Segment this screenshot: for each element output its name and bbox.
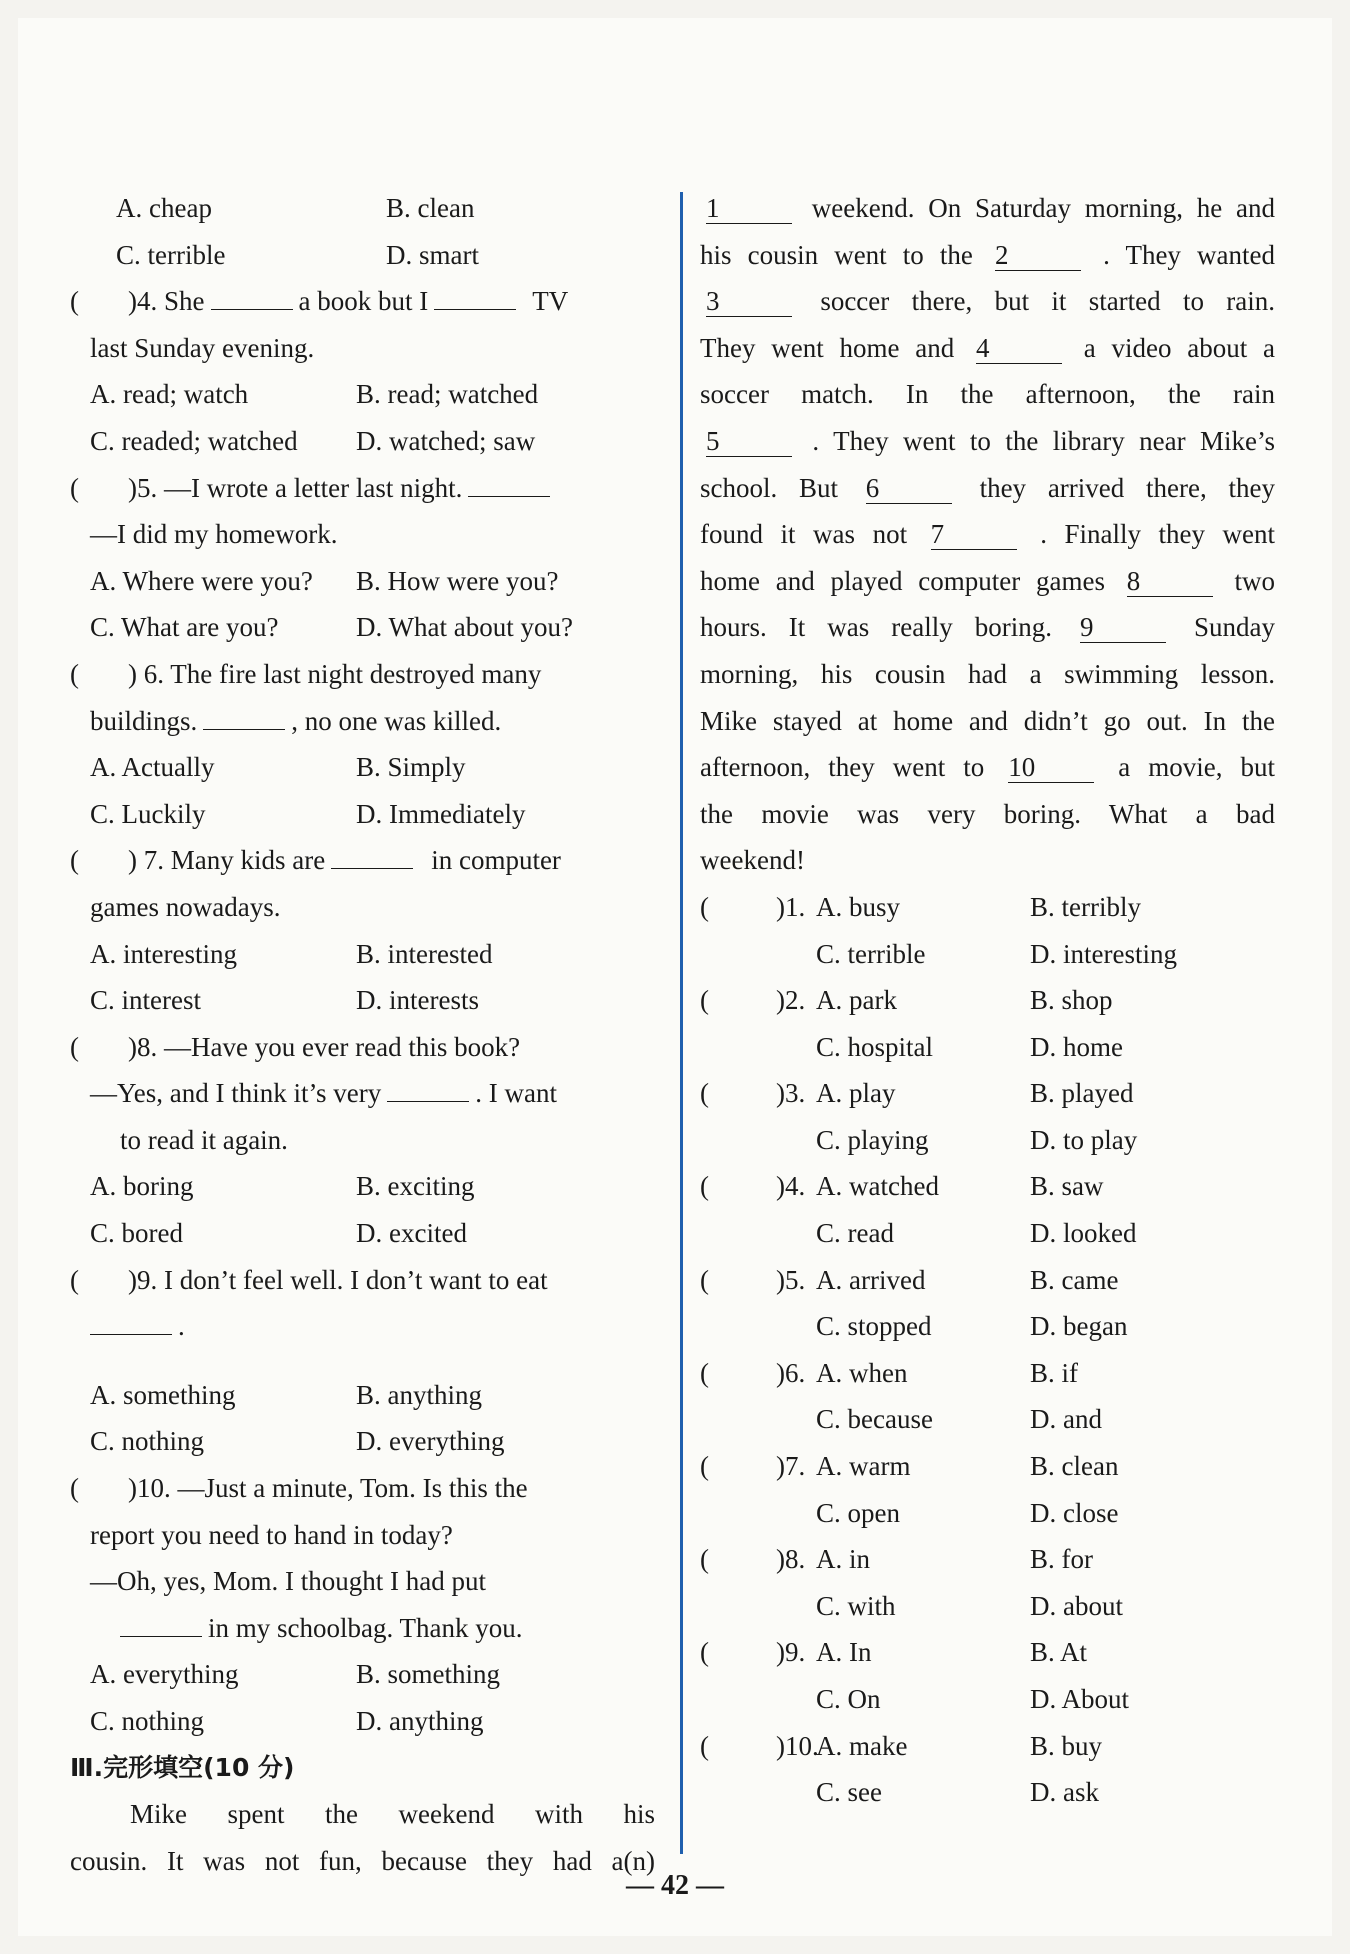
question-6 [70,651,655,698]
question-stem-line [90,1070,655,1117]
question-stem: . [178,1311,185,1342]
option: C. nothing [90,1426,205,1457]
option: D. about [1030,1590,1123,1621]
options-row [90,1651,655,1698]
passage-text: a video about a [1083,332,1275,363]
option: A. everything [90,1659,239,1690]
question-10 [70,1465,655,1512]
option: C. interest [90,985,201,1016]
page-number: — 42 — [626,1870,724,1901]
option: B. clean [386,193,475,223]
question-7 [70,837,655,884]
question-stem: . I want [475,1078,557,1109]
answer-blank[interactable] [387,1071,469,1102]
question-stem: )4. She [128,286,205,317]
q3-options-row-1 [90,185,655,232]
passage-text: school. But [700,472,839,503]
passage-line: Mike spent the weekend with his [130,1799,655,1830]
option: C. What are you? [90,612,279,643]
cloze-question [700,1070,1275,1117]
cloze-blank[interactable]: 8 [1127,566,1213,597]
passage-line [700,791,1275,838]
option: A. park [816,985,897,1016]
options-row [700,1117,1275,1164]
passage-line [700,325,1275,372]
option: C. because [816,1404,933,1435]
passage-text: Mike stayed at home and didn’t go out. In the [700,705,1275,736]
options-row [90,604,655,651]
cloze-blank[interactable]: 9 [1080,612,1166,643]
option: A. when [816,1357,908,1388]
option: D. close [1030,1497,1119,1528]
answer-blank[interactable] [120,1606,202,1637]
passage-text: afternoon, they went to [700,752,985,783]
passage-text: . Finally they went [1040,519,1276,550]
passage-line [700,371,1275,418]
option: A. make [816,1730,908,1761]
answer-paren: ( [70,1264,79,1295]
option: C. nothing [90,1706,205,1736]
cloze-blank[interactable]: 2 [995,240,1081,271]
option: A. play [816,1078,896,1109]
cloze-blank[interactable]: 5 [706,426,792,457]
option: C. hospital [816,1031,934,1062]
answer-paren: ( [70,1473,79,1504]
options-row [90,791,655,838]
question-stem: TV [532,286,569,317]
answer-paren: ( [70,658,79,689]
options-row [700,1396,1275,1443]
options-row [90,1372,655,1419]
option: D. interesting [1030,938,1177,969]
question-stem-line: to read it again. [120,1124,288,1155]
passage-line [700,558,1275,605]
answer-blank[interactable] [331,838,413,869]
answer-paren[interactable]: ( [700,985,709,1016]
option: A. in [816,1544,870,1575]
answer-paren[interactable]: ( [700,891,709,922]
option: B. How were you? [356,565,559,596]
option: B. if [1030,1357,1079,1388]
question-stem-line: last Sunday evening. [90,332,315,363]
option: D. About [1030,1684,1130,1714]
answer-paren: ( [70,472,79,503]
option: A. boring [90,1171,194,1202]
question-stem: )8. —Have you ever read this book? [128,1031,521,1062]
cloze-blank[interactable]: 6 [866,473,952,504]
question-stem: )10. —Just a minute, Tom. Is this the [128,1473,528,1504]
question-number: )1. [776,891,806,922]
option: D. Immediately [356,798,526,829]
option: B. Simply [356,752,466,783]
options-row [90,931,655,978]
passage-text: . They wanted [1103,239,1275,270]
options-row [700,1303,1275,1350]
option: D. anything [356,1706,484,1736]
passage-text: . They went to the library near Mike’s [812,425,1276,456]
options-row [90,418,655,465]
answer-blank[interactable] [468,466,550,497]
options-row [700,1490,1275,1537]
cloze-passage [700,185,1275,884]
option: C. see [816,1777,882,1808]
passage-line [700,418,1275,465]
options-row [90,371,655,418]
question-stem: )9. I don’t feel well. I don’t want to eat [128,1264,548,1295]
options-row [90,977,655,1024]
passage-line [700,232,1275,279]
options-row [90,558,655,605]
passage-text: found it was not [700,519,908,550]
options-row [700,1583,1275,1630]
option: B. for [1030,1544,1093,1575]
option: A. busy [816,891,901,922]
question-number: )4. [776,1171,806,1202]
question-stem-line [90,1303,655,1350]
option: D. smart [386,239,479,270]
passage-line [700,278,1275,325]
cloze-question [700,1163,1275,1210]
passage-line [700,651,1275,698]
options-row [700,1210,1275,1257]
option: A. Where were you? [90,565,313,596]
passage-text: soccer there, but it started to rain. [820,286,1275,317]
answer-paren[interactable]: ( [700,1171,709,1202]
option: C. readed; watched [90,425,298,456]
passage-text: Sunday [1194,612,1276,643]
question-stem: in computer [431,845,561,876]
option: D. interests [356,985,479,1016]
option: A. arrived [816,1264,926,1295]
option: D. ask [1030,1777,1099,1808]
options-row [700,1769,1275,1816]
passage-text: weekend. On Saturday morning, he and [811,193,1276,223]
question-number: )7. [776,1451,806,1482]
option: D. looked [1030,1218,1137,1249]
option: D. excited [356,1218,467,1249]
answer-paren[interactable]: ( [700,1357,709,1388]
passage-line [700,465,1275,512]
question-stem-line: —I did my homework. [90,519,338,550]
option: D. and [1030,1404,1102,1435]
answer-paren[interactable]: ( [700,1078,709,1109]
left-column [70,185,655,1884]
question-stem: ) 6. The fire last night destroyed many [128,658,542,689]
question-8 [70,1024,655,1071]
option: B. buy [1030,1730,1103,1761]
question-stem: —Yes, and I think it’s very [90,1078,382,1109]
column-divider [680,192,683,1854]
option: B. anything [356,1379,482,1410]
option: C. stopped [816,1311,932,1342]
passage-line [700,744,1275,791]
passage-text: a movie, but [1118,752,1275,783]
right-column [700,185,1275,1816]
question-number: )6. [776,1357,806,1388]
option: C. with [816,1590,896,1621]
answer-paren: ( [70,845,79,876]
option: A. cheap [116,193,212,223]
question-stem: a book but I [298,286,429,317]
question-number: )5. [776,1264,806,1295]
options-row [700,1024,1275,1071]
cloze-question [700,1257,1275,1304]
question-stem: buildings. [90,705,198,736]
answer-blank[interactable] [203,699,285,730]
passage-text: They went home and [700,332,955,363]
question-number: )10. [776,1730,819,1761]
option: A. something [90,1379,236,1410]
passage-line [700,185,1275,232]
answer-paren[interactable]: ( [700,1637,709,1668]
passage-text: home and played computer games [700,565,1105,596]
option: B. interested [356,938,493,969]
q3-options-row-2 [90,232,655,279]
option: C. Luckily [90,798,206,829]
passage-text: two [1234,565,1276,596]
answer-paren[interactable]: ( [700,1451,709,1482]
option: C. playing [816,1124,929,1155]
options-row [700,931,1275,978]
option: B. came [1030,1264,1119,1295]
option: C. open [816,1497,900,1528]
question-number: )9. [776,1637,806,1668]
option: B. exciting [356,1171,475,1202]
cloze-question [700,1443,1275,1490]
option: D. began [1030,1311,1128,1342]
cloze-blank[interactable]: 4 [976,333,1062,364]
option: A. read; watch [90,379,249,410]
passage-line [700,604,1275,651]
cloze-blank[interactable]: 3 [706,286,792,317]
question-number: )3. [776,1078,806,1109]
passage-text: they arrived there, they [979,472,1275,503]
passage-line [700,511,1275,558]
option: B. something [356,1659,501,1690]
option: C. bored [90,1218,183,1249]
cloze-blank[interactable]: 7 [931,519,1017,550]
option: C. read [816,1218,894,1249]
option: B. clean [1030,1451,1119,1482]
passage-text: his cousin went to the [700,239,973,270]
options-row [90,1163,655,1210]
question-9 [70,1257,655,1304]
passage-text: soccer match. In the afternoon, the rain [700,379,1275,410]
option: D. everything [356,1426,505,1457]
options-row [90,1210,655,1257]
option: D. What about you? [356,612,573,643]
option: C. terrible [816,938,926,969]
cloze-question [700,1536,1275,1583]
cloze-blank[interactable]: 10 [1008,752,1094,783]
question-stem: in my schoolbag. Thank you. [208,1612,523,1643]
option: B. At [1030,1637,1088,1668]
option: B. read; watched [356,379,539,410]
answer-blank[interactable] [434,279,516,310]
passage-text: weekend! [700,845,805,876]
question-stem: , no one was killed. [291,705,502,736]
option: A. watched [816,1171,939,1202]
question-4 [70,278,655,325]
option: A. warm [816,1451,911,1482]
option: B. shop [1030,985,1113,1016]
option: D. watched; saw [356,425,536,456]
cloze-question [700,1629,1275,1676]
option: D. to play [1030,1124,1138,1155]
question-number: )2. [776,985,806,1016]
cloze-question [700,977,1275,1024]
answer-blank[interactable] [211,279,293,310]
question-number: )8. [776,1544,806,1575]
cloze-questions [700,884,1275,1816]
options-row [90,744,655,791]
answer-paren: ( [70,1031,79,1062]
option: B. terribly [1030,891,1141,922]
options-row [90,1418,655,1465]
option: B. played [1030,1078,1134,1109]
question-stem-line: —Oh, yes, Mom. I thought I had put [90,1566,486,1597]
cloze-question [700,1350,1275,1397]
passage-text: morning, his cousin had a swimming lesson. [700,658,1275,689]
option: A. Actually [90,752,215,783]
option: D. home [1030,1031,1123,1062]
question-stem-line: games nowadays. [90,891,281,922]
answer-blank[interactable] [90,1304,172,1335]
options-row [90,1698,655,1745]
question-5 [70,465,655,512]
question-stem: ) 7. Many kids are [128,845,326,876]
passage-line: cousin. It was not fun, because they had a(n) [70,1845,655,1876]
option: C. On [816,1684,881,1714]
option: B. saw [1030,1171,1104,1202]
answer-paren[interactable]: ( [700,1730,709,1761]
question-stem-line [90,698,655,745]
passage-line [700,837,1275,884]
question-stem: )5. —I wrote a letter last night. [128,472,463,503]
option: C. terrible [116,239,226,270]
question-stem-line: report you need to hand in today? [90,1519,453,1550]
option: A. In [816,1637,872,1668]
passage-line [700,698,1275,745]
answer-paren: ( [70,286,79,317]
option: A. interesting [90,938,237,969]
cloze-blank[interactable]: 1 [706,193,792,224]
cloze-question [700,1723,1275,1770]
answer-paren[interactable]: ( [700,1264,709,1295]
cloze-question [700,884,1275,931]
answer-paren[interactable]: ( [700,1544,709,1575]
section-title: Ⅲ.完形填空(10 分) [70,1752,295,1782]
passage-text: hours. It was really boring. [700,612,1052,643]
question-stem-line [90,1605,655,1652]
options-row [700,1676,1275,1723]
passage-text: the movie was very boring. What a bad [700,798,1275,829]
